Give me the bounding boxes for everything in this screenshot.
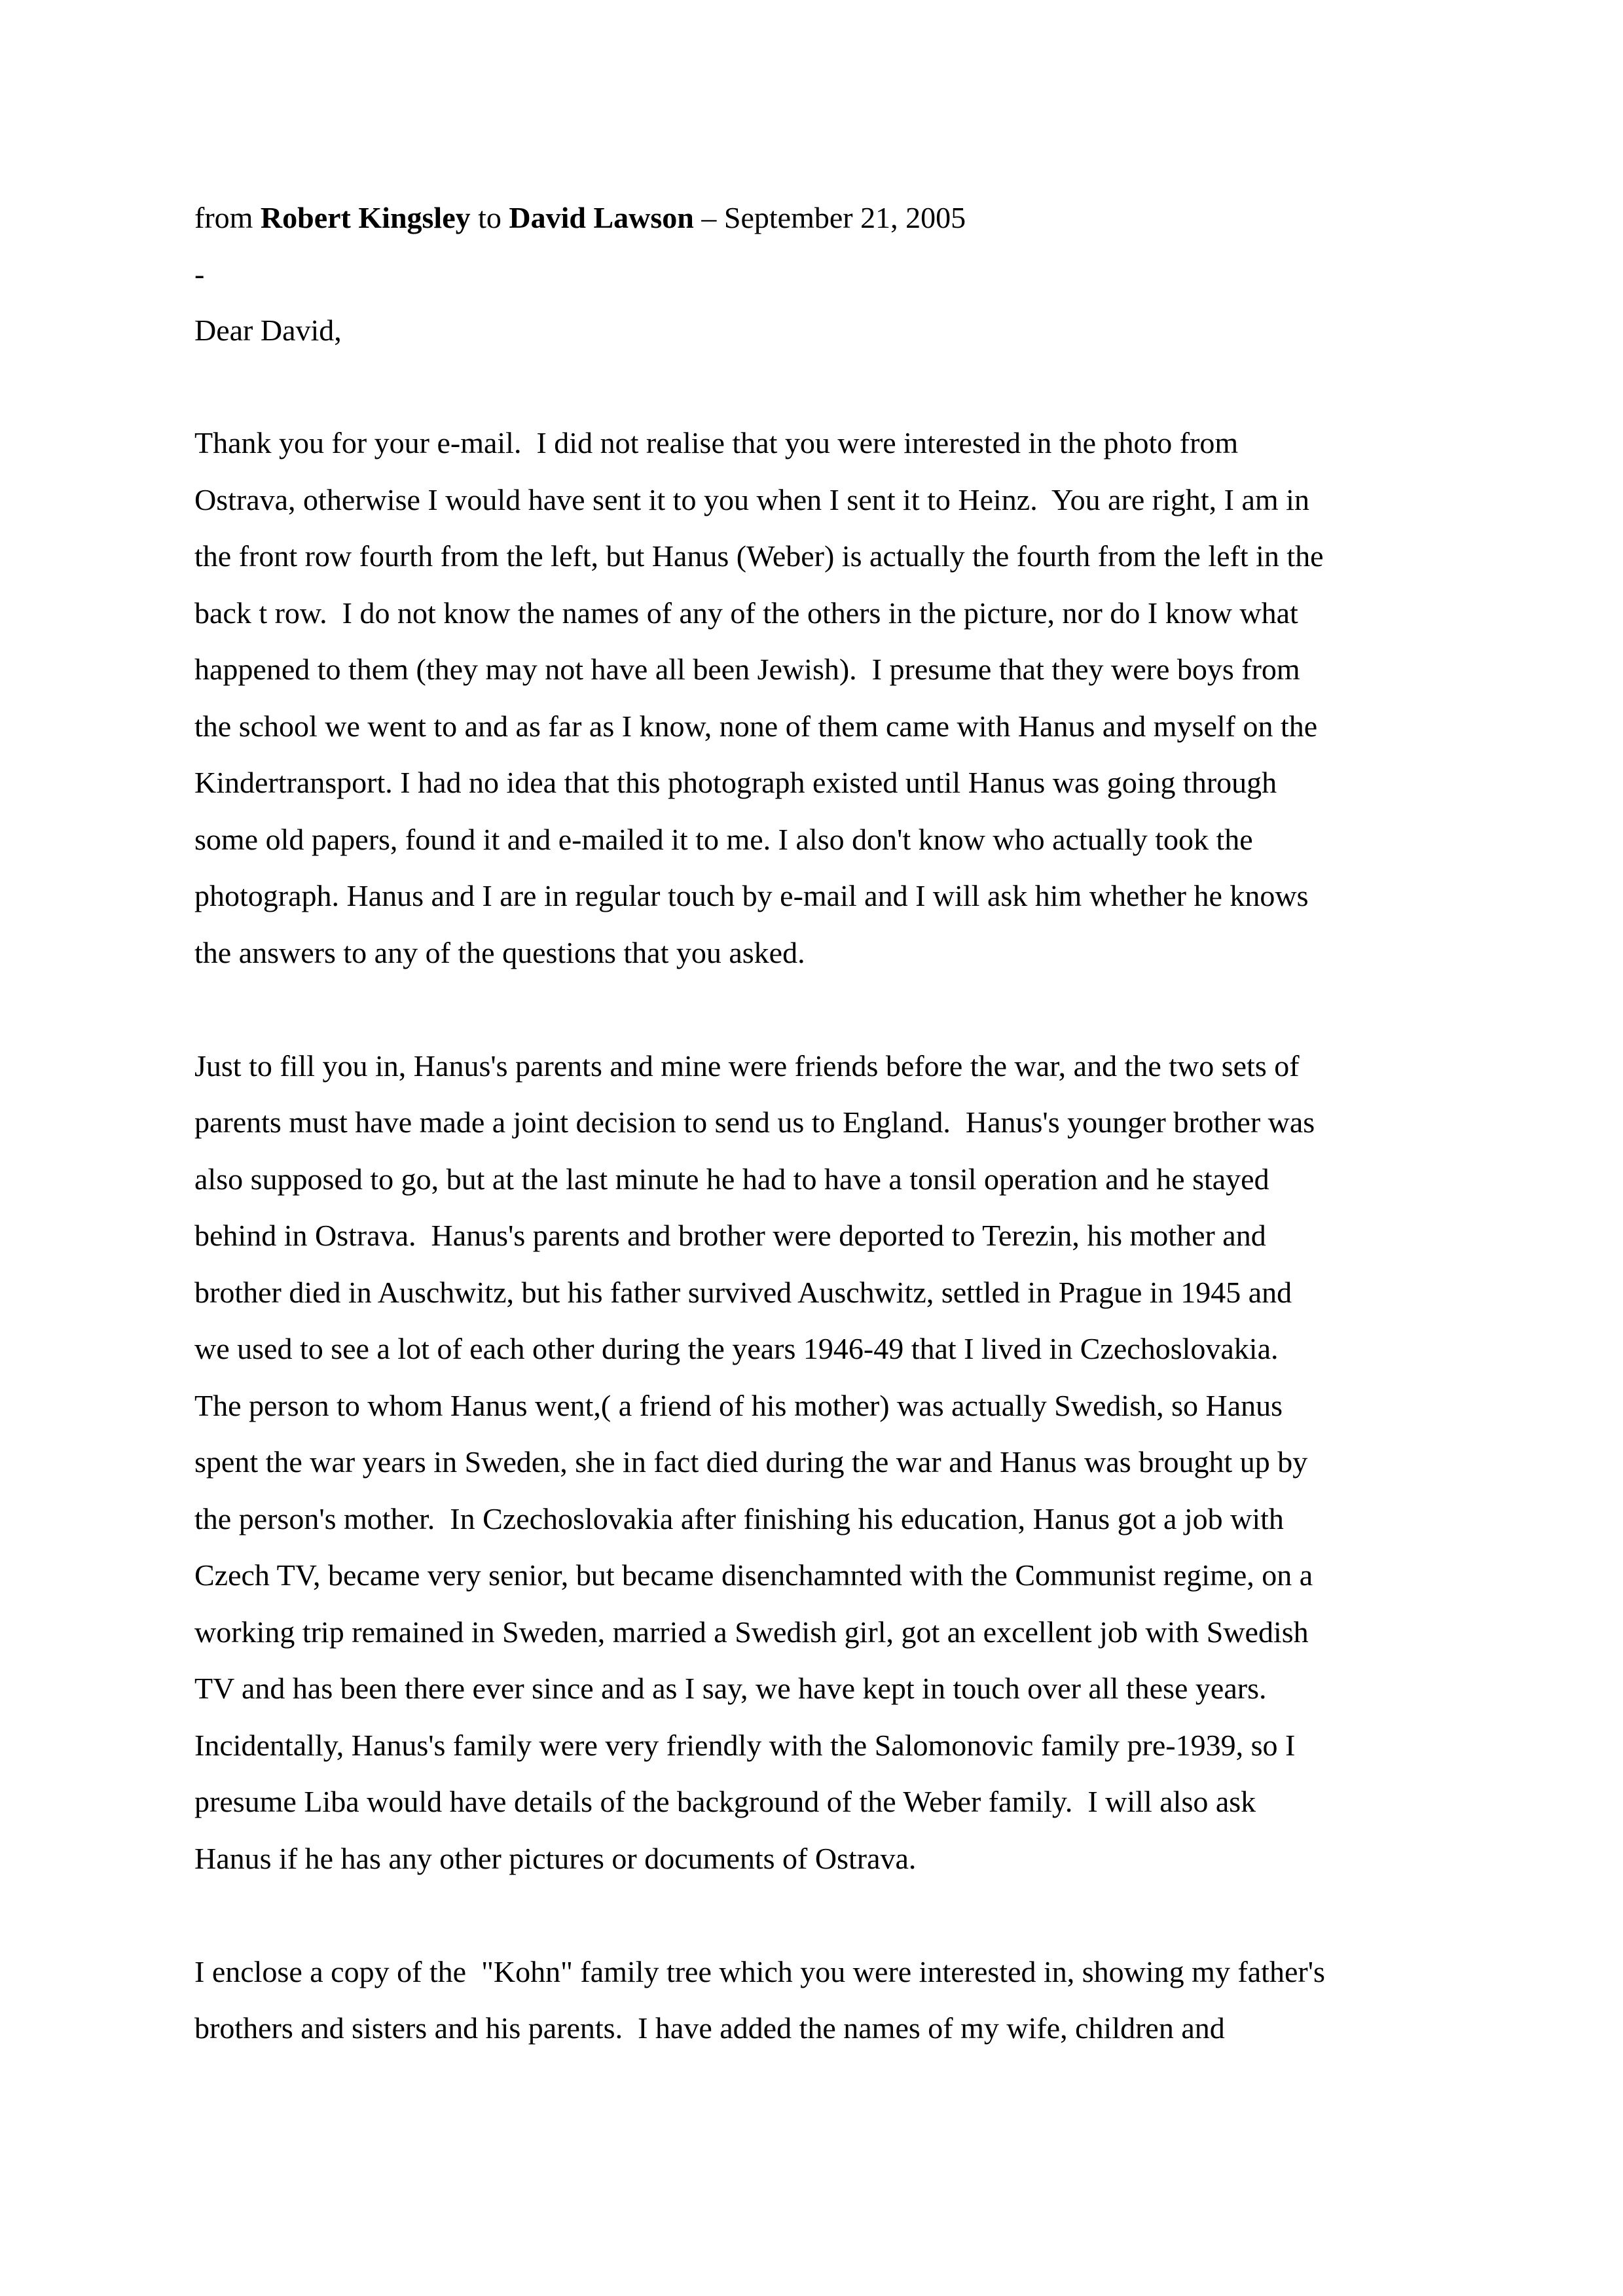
text-line: The person to whom Hanus went,( a friend of his mother) was actually Swedish, so Hanus <box>194 1388 1283 1422</box>
text-line: Thank you for your e-mail. I did not realise that you were interested in the photo from <box>194 426 1239 459</box>
text-line: back t row. I do not know the names of any of the others in the picture, nor do I know what <box>194 596 1298 630</box>
text-line: brother died in Auschwitz, but his father survived Auschwitz, settled in Prague in 1945 and <box>194 1275 1292 1309</box>
text-line: presume Liba would have details of the background of the Weber family. I will also ask <box>194 1785 1256 1818</box>
text-line: photograph. Hanus and I are in regular touch by e-mail and I will ask him whether he knows <box>194 879 1309 912</box>
text-line: we used to see a lot of each other during the years 1946-49 that I lived in Czechoslovakia. <box>194 1332 1279 1365</box>
text-line: the person's mother. In Czechoslovakia after finishing his education, Hanus got a job with <box>194 1501 1284 1535</box>
text-line: Czech TV, became very senior, but became disenchamnted with the Communist regime, on a <box>194 1558 1313 1592</box>
text-line: Hanus if he has any other pictures or documents of Ostrava. <box>194 1841 917 1875</box>
text-line: brothers and sisters and his parents. I have added the names of my wife, children and <box>194 2011 1225 2045</box>
text-line: the front row fourth from the left, but Hanus (Weber) is actually the fourth from the left in the <box>194 539 1324 573</box>
paragraph <box>194 1944 1445 2057</box>
text-line: I enclose a copy of the "Kohn" family tree which you were interested in, showing my father's <box>194 1954 1325 1988</box>
separator-dash: - <box>194 257 205 291</box>
text-line: TV and has been there ever since and as I say, we have kept in touch over all these years. <box>194 1672 1267 1705</box>
recipient-name: David Lawson <box>509 201 694 234</box>
text-line: Kindertransport. I had no idea that this photograph existed until Hanus was going through <box>194 766 1277 799</box>
text-line: some old papers, found it and e-mailed it to me. I also don't know who actually took the <box>194 822 1253 856</box>
header-to: to <box>478 201 501 234</box>
text-line: parents must have made a joint decision to send us to England. Hanus's younger brother was <box>194 1105 1315 1139</box>
letter-body <box>194 190 1445 2113</box>
letter-date: – September 21, 2005 <box>701 201 966 234</box>
letter-header <box>194 190 1445 246</box>
paragraph <box>194 1038 1445 1888</box>
text-line: the school we went to and as far as I know, none of them came with Hanus and myself on the <box>194 709 1318 743</box>
text-line: happened to them (they may not have all been Jewish). I presume that they were boys from <box>194 653 1300 686</box>
text-line: also supposed to go, but at the last minute he had to have a tonsil operation and he stayed <box>194 1162 1269 1196</box>
text-line: Ostrava, otherwise I would have sent it to you when I sent it to Heinz. You are right, I am in <box>194 482 1309 516</box>
text-line: Just to fill you in, Hanus's parents and mine were friends before the war, and the two sets of <box>194 1049 1300 1083</box>
letter-paragraphs <box>194 415 1445 2057</box>
paragraph <box>194 415 1445 981</box>
text-line: the answers to any of the questions that you asked. <box>194 935 805 969</box>
text-line: Incidentally, Hanus's family were very friendly with the Salomonovic family pre-1939, so I <box>194 1728 1296 1762</box>
text-line: working trip remained in Sweden, married a Swedish girl, got an excellent job with Swedish <box>194 1615 1309 1649</box>
text-line: behind in Ostrava. Hanus's parents and brother were deported to Terezin, his mother and <box>194 1219 1266 1252</box>
sender-name: Robert Kingsley <box>260 201 471 234</box>
text-line: spent the war years in Sweden, she in fact died during the war and Hanus was brought up by <box>194 1445 1308 1479</box>
header-prefix: from <box>194 201 253 234</box>
greeting: Dear David, <box>194 314 342 347</box>
